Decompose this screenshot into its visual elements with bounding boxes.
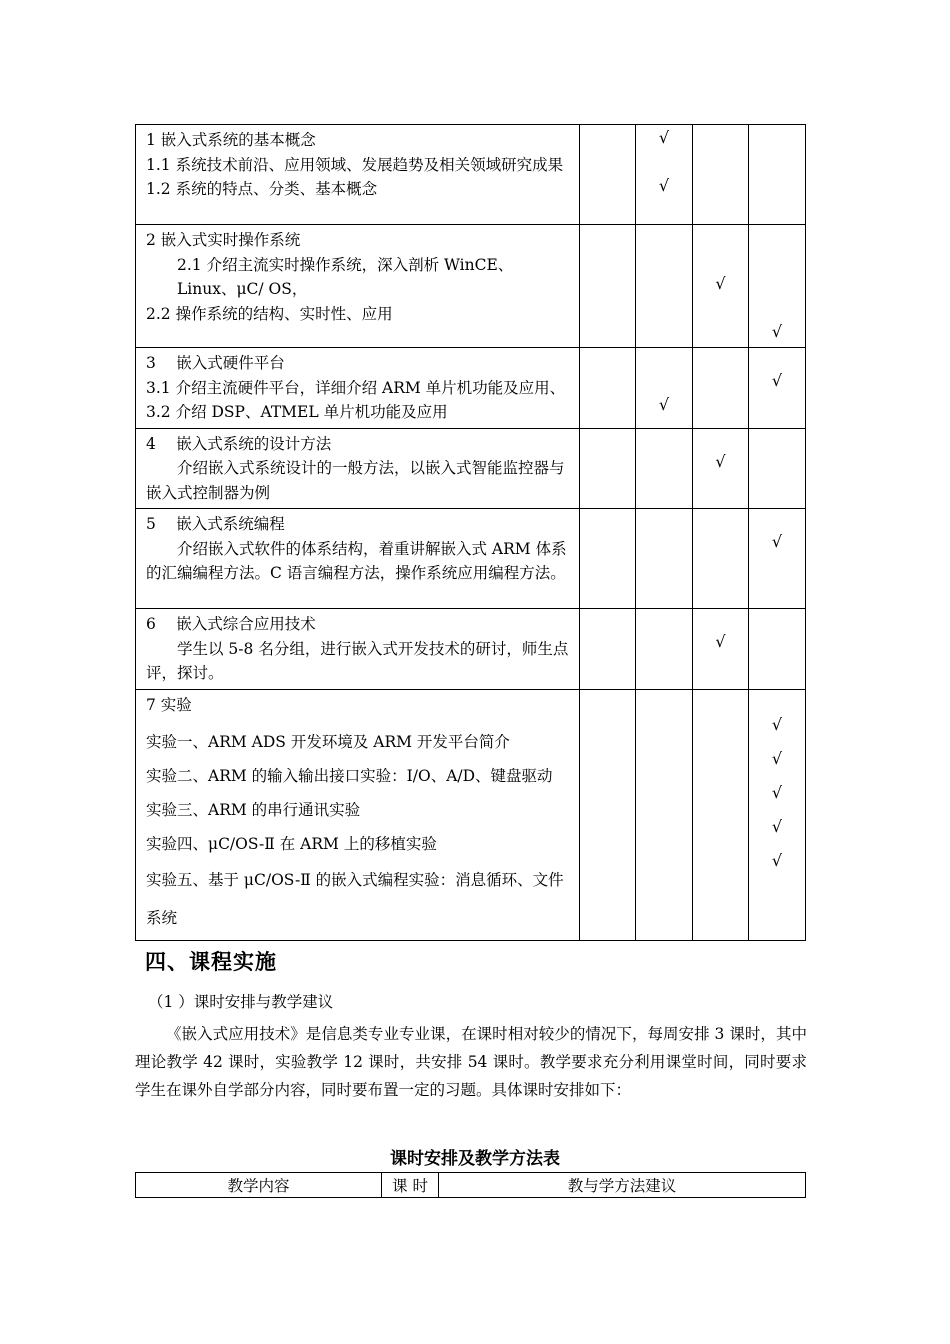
mark-cell [580, 609, 636, 690]
content-cell [136, 125, 580, 225]
content-cell [136, 509, 580, 609]
mark-cell [693, 225, 749, 348]
mark-cell [749, 609, 806, 690]
mark-cell [693, 509, 749, 609]
table-row [136, 348, 806, 429]
check-mark: √ [771, 714, 783, 734]
check-mark: √ [715, 632, 726, 651]
mark-cell [580, 125, 636, 225]
mark-cell [749, 689, 806, 941]
check-mark: √ [658, 395, 670, 414]
content-line: 3.1 介绍主流硬件平台，详细介绍 ARM 单片机功能及应用、 [146, 378, 566, 397]
content-line: 4 嵌入式系统的设计方法 [146, 434, 332, 453]
check-mark: √ [771, 850, 783, 870]
content-cell [136, 348, 580, 429]
content-cell [136, 689, 580, 941]
content-line: 2 嵌入式实时操作系统 [146, 231, 301, 249]
experiment-title: 7 实验 [146, 695, 192, 714]
mark-cell [580, 689, 636, 941]
check-mark: √ [771, 532, 783, 551]
check-mark: √ [658, 176, 670, 195]
course-content-table-body [136, 125, 806, 941]
check-mark: √ [771, 782, 783, 802]
content-line: 1.1 系统技术前沿、应用领域、发展趋势及相关领域研究成果 [146, 155, 564, 174]
check-mark: √ [771, 748, 783, 768]
check-mark: √ [715, 451, 726, 471]
mark-cell [749, 509, 806, 609]
schedule-table-caption: 课时安排及教学方法表 [390, 1149, 560, 1169]
content-line: 3.2 介绍 DSP、ATMEL 单片机功能及应用 [146, 403, 448, 421]
content-line: 介绍嵌入式软件的体系结构，着重讲解嵌入式 ARM 体系的汇编编程方法。C 语言编程方法，操作系统应用编程方法。 [146, 539, 567, 582]
content-line: 2.1 介绍主流实时操作系统，深入剖析 WinCE、Linux、μC/ OS， [177, 255, 514, 298]
experiment-item: 实验三、ARM 的串行通讯实验 [146, 801, 361, 819]
content-line: 3 嵌入式硬件平台 [146, 354, 285, 372]
mark-cell [693, 689, 749, 941]
schedule-header-cell: 课 时 [382, 1173, 439, 1198]
content-cell [136, 225, 580, 348]
table-row-experiments [136, 689, 806, 941]
check-mark: √ [771, 816, 783, 836]
check-mark: √ [771, 371, 783, 390]
table-row [136, 509, 806, 609]
subsection-title: （1 ）课时安排与教学建议 [148, 993, 334, 1011]
check-mark: √ [771, 322, 783, 341]
mark-cell [636, 125, 693, 225]
content-cell [136, 609, 580, 690]
mark-cell [636, 689, 693, 941]
check-mark: √ [715, 274, 726, 293]
table-row [136, 428, 806, 509]
experiment-item: 实验二、ARM 的输入输出接口实验：I/O、A/D、键盘驱动 [146, 767, 553, 785]
content-line: 2.2 操作系统的结构、实时性、应用 [146, 304, 393, 323]
course-content-table [135, 124, 806, 941]
content-line: 介绍嵌入式系统设计的一般方法，以嵌入式智能监控器与嵌入式控制器为例 [146, 459, 565, 502]
mark-cell [580, 509, 636, 609]
mark-cell [749, 428, 806, 509]
content-line: 1.2 系统的特点、分类、基本概念 [146, 180, 378, 198]
experiment-item: 实验五、基于 μC/OS-Ⅱ 的嵌入式编程实验：消息循环、文件系统 [146, 871, 564, 927]
schedule-table [135, 1172, 806, 1198]
mark-cell [693, 609, 749, 690]
mark-cell [749, 348, 806, 429]
content-line: 学生以 5-8 名分组，进行嵌入式开发技术的研讨，师生点评，探讨。 [146, 639, 569, 682]
mark-cell [749, 125, 806, 225]
mark-cell [636, 509, 693, 609]
mark-cell [580, 225, 636, 348]
experiment-item: 实验一、ARM ADS 开发环境及 ARM 开发平台简介 [146, 733, 510, 751]
content-line: 5 嵌入式系统编程 [146, 515, 285, 533]
body-paragraph: 《嵌入式应用技术》是信息类专业专业课，在课时相对较少的情况下，每周安排 3 课时，其中理论教学 42 课时，实验教学 12 课时，共安排 54 课时。教学要求充分利用课堂时间，同时要求学生在课外自学部分内容，同时要布置一定的习题。具体课时安排如下： [135, 1025, 807, 1099]
mark-cell [693, 428, 749, 509]
mark-cell [580, 428, 636, 509]
mark-cell [636, 348, 693, 429]
mark-cell [636, 225, 693, 348]
experiment-item: 实验四、μC/OS-Ⅱ 在 ARM 上的移植实验 [146, 835, 437, 853]
content-line: 1 嵌入式系统的基本概念 [146, 131, 316, 149]
schedule-header-cell: 教学内容 [136, 1173, 382, 1198]
mark-cell [636, 609, 693, 690]
mark-cell [580, 348, 636, 429]
mark-cell [693, 125, 749, 225]
section-title: 四、课程实施 [145, 950, 277, 974]
schedule-header-cell: 教与学方法建议 [439, 1173, 806, 1198]
mark-cell [636, 428, 693, 509]
table-row [136, 125, 806, 225]
content-line: 6 嵌入式综合应用技术 [146, 615, 316, 633]
mark-cell [749, 225, 806, 348]
table-row [136, 225, 806, 348]
table-row [136, 609, 806, 690]
content-cell [136, 428, 580, 509]
check-mark: √ [658, 128, 670, 147]
mark-cell [693, 348, 749, 429]
schedule-header-row [136, 1173, 806, 1198]
